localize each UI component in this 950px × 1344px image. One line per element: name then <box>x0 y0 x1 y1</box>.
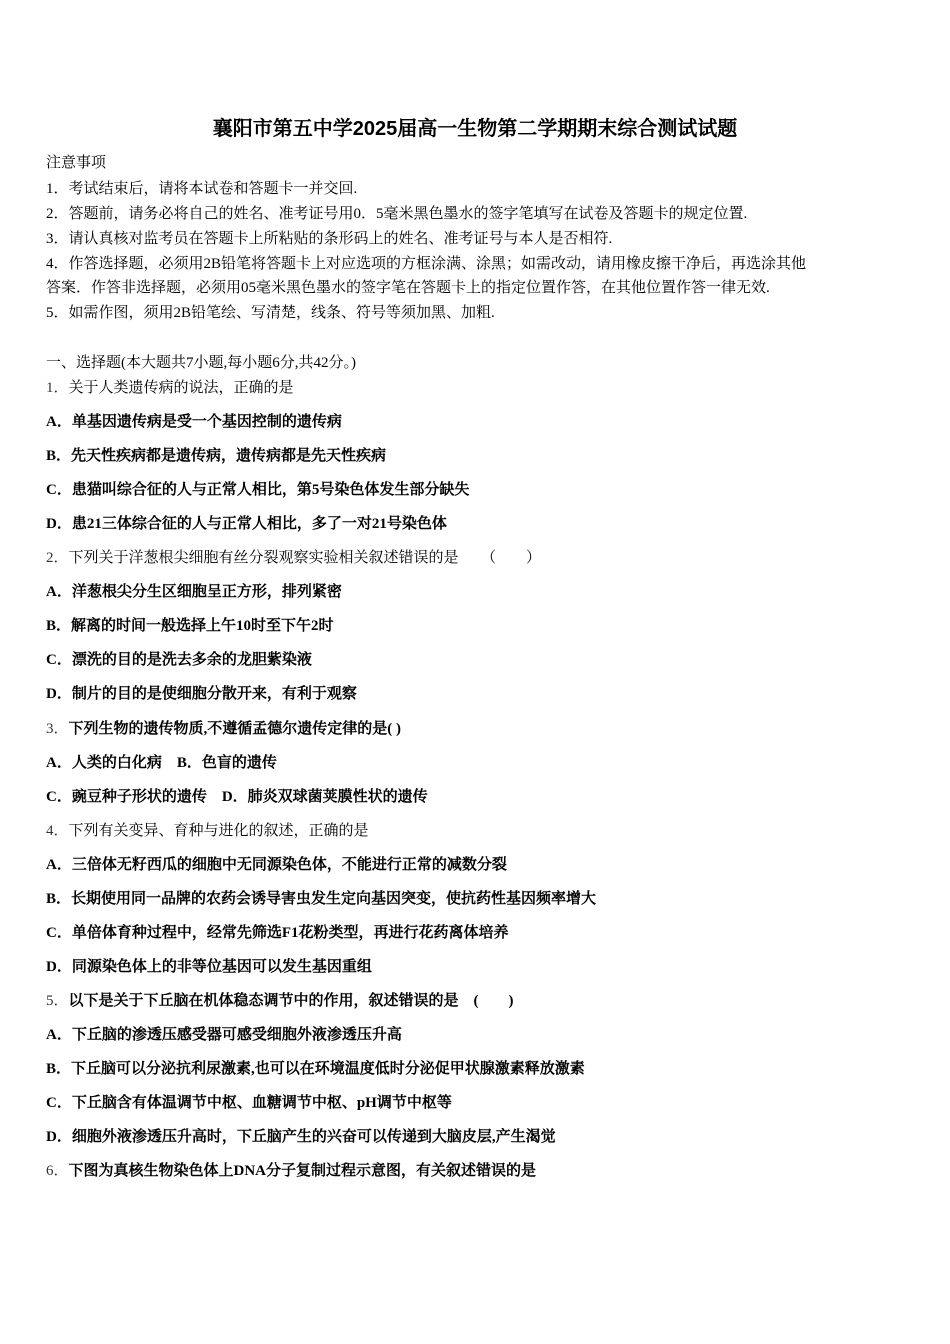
question-stem <box>46 819 369 840</box>
option-item: D．同源染色体上的非等位基因可以发生基因重组 <box>46 959 372 975</box>
notice-item: 1．考试结束后，请将本试卷和答题卡一并交回. <box>46 181 358 197</box>
question-text: 下列有关变异、育种与进化的叙述，正确的是 <box>68 823 369 839</box>
option-item: C．漂洗的目的是洗去多余的龙胆紫染液 <box>46 652 312 668</box>
option-item: B．先天性疾病都是遗传病，遗传病都是先天性疾病 <box>46 448 387 464</box>
question-number: 5． <box>46 993 69 1009</box>
page-title: 襄阳市第五中学2025届高一生物第二学期期末综合测试试题 <box>212 118 738 140</box>
question-number: 3． <box>46 721 69 737</box>
option-item: B．解离的时间一般选择上午10时至下午2时 <box>46 618 334 634</box>
question-stem <box>46 546 541 567</box>
notice-heading: 注意事项 <box>46 155 107 171</box>
question-stem <box>46 376 294 397</box>
option-item: C．豌豆种子形状的遗传 D．肺炎双球菌荚膜性状的遗传 <box>46 789 428 805</box>
option-item: A．三倍体无籽西瓜的细胞中无同源染色体，不能进行正常的减数分裂 <box>46 857 507 873</box>
option-item: D．细胞外液渗透压升高时，下丘脑产生的兴奋可以传递到大脑皮层,产生渴觉 <box>46 1129 556 1145</box>
section-heading: 一、选择题(本大题共7小题,每小题6分,共42分。) <box>46 355 356 371</box>
question-text: 关于人类遗传病的说法，正确的是 <box>68 380 294 396</box>
notice-item: 2．答题前，请务必将自己的姓名、准考证号用0．5毫米黑色墨水的签字笔填写在试卷及答题卡的规定位置. <box>46 206 748 222</box>
option-item: D．患21三体综合征的人与正常人相比，多了一对21号染色体 <box>46 516 447 532</box>
notice-item: 答案．作答非选择题，必须用05毫米黑色墨水的签字笔在答题卡上的指定位置作答，在其他位置作答一律无效. <box>46 280 770 296</box>
question-stem <box>46 1159 536 1180</box>
question-stem <box>46 989 514 1010</box>
option-item: D．制片的目的是使细胞分散开来，有利于观察 <box>46 686 357 702</box>
option-item: A．人类的白化病 B．色盲的遗传 <box>46 755 277 771</box>
question-text: 下图为真核生物染色体上DNA分子复制过程示意图，有关叙述错误的是 <box>68 1163 537 1179</box>
option-item: B．长期使用同一品牌的农药会诱导害虫发生定向基因突变，使抗药性基因频率增大 <box>46 891 597 907</box>
notice-item: 5．如需作图，须用2B铅笔绘、写清楚，线条、符号等须加黑、加粗. <box>46 305 495 321</box>
question-number: 4． <box>46 823 69 839</box>
question-number: 2． <box>46 550 69 566</box>
option-item: C．下丘脑含有体温调节中枢、血糖调节中枢、pH调节中枢等 <box>46 1095 452 1111</box>
question-text: 下列生物的遗传物质,不遵循孟德尔遗传定律的是( ) <box>68 721 402 737</box>
question-number: 1． <box>46 380 69 396</box>
option-item: B．下丘脑可以分泌抗利尿激素,也可以在环境温度低时分泌促甲状腺激素释放激素 <box>46 1061 585 1077</box>
option-item: A．单基因遗传病是受一个基因控制的遗传病 <box>46 414 342 430</box>
question-number: 6． <box>46 1163 69 1179</box>
question-stem <box>46 717 401 738</box>
question-text: 下列关于洋葱根尖细胞有丝分裂观察实验相关叙述错误的是 （ ） <box>68 550 542 566</box>
notice-item: 4．作答选择题，必须用2B铅笔将答题卡上对应选项的方框涂满、涂黑；如需改动，请用橡皮擦干净后，再选涂其他 <box>46 256 807 272</box>
question-text: 以下是关于下丘脑在机体稳态调节中的作用，叙述错误的是 ( ) <box>68 993 514 1009</box>
option-item: A．洋葱根尖分生区细胞呈正方形，排列紧密 <box>46 584 342 600</box>
option-item: A．下丘脑的渗透压感受器可感受细胞外液渗透压升高 <box>46 1027 402 1043</box>
notice-item: 3．请认真核对监考员在答题卡上所粘贴的条形码上的姓名、准考证号与本人是否相符. <box>46 231 613 247</box>
option-item: C．单倍体育种过程中，经常先筛选F1花粉类型，再进行花药离体培养 <box>46 925 509 941</box>
option-item: C．患猫叫综合征的人与正常人相比，第5号染色体发生部分缺失 <box>46 482 470 498</box>
